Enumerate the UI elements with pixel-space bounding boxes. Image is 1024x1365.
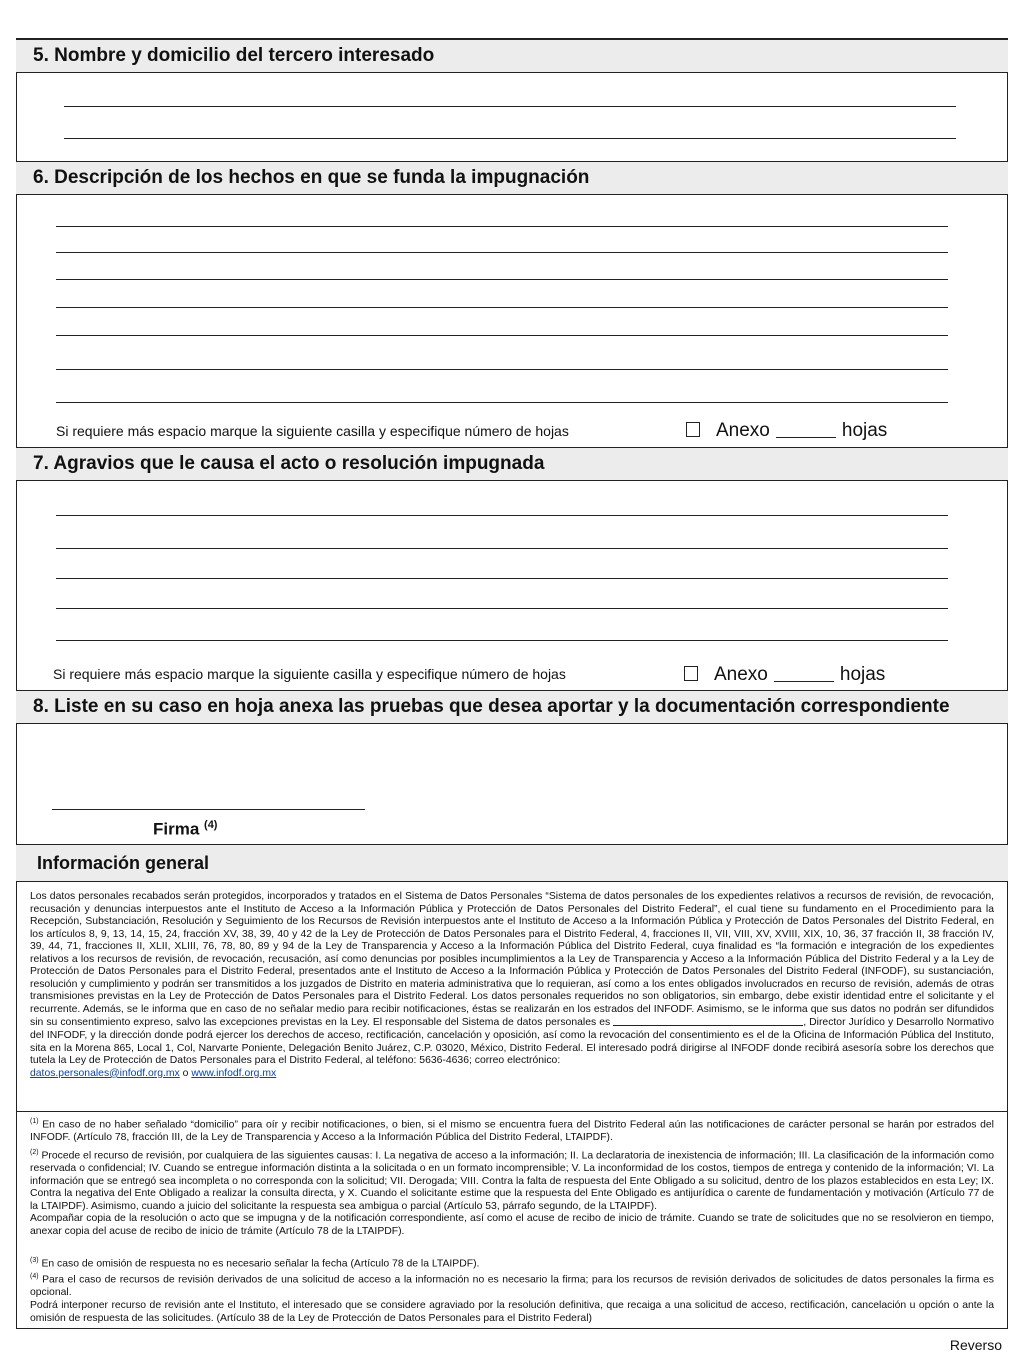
privacy-notice: Los datos personales recabados serán protegidos, incorporados y tratados en el Sistema de Datos Personales “Sistema de datos personales de los expedientes relativos a recursos de revisión, de revocación, recusación y denuncias interpuestos ante el Instituto de Acceso a la Información Pública y Protección de Datos Personales del Distrito Federal”, el cual tiene su fundamento en el Procedimiento para la Recepción, Substanciación, Resolución y Seguimiento de los Recursos de Revisión interpuestos ante el Instituto de Acceso a la Información Pública y Protección de Datos Personales del Distrito Federal, en los artículos 8, 9, 13, 14, 15, 24, fracción XV, 38, 39, 40 y 42 de la Ley de Protección de Datos Personales para el Distrito Federal, 4, fracciones II, VII, VIII, XV, XVIII, XIX, 10, 36, 37 fracción II, 38 fracción IV, 39, 44, 71, fracciones II, XLII, XLIII, 76, 78, 80, 89 y 94 de la Ley de Transparencia y Acceso a la Información Pública del Distrito Federal, cuya finalidad es “la formación e integración de los expedientes relativos a los recursos de revisión, de revocación, recusación, así como denuncias por posibles incumplimientos a la Ley de Transparencia y Acceso a la Información Pública del Distrito Federal y a la Ley de Protección de Datos Personales para el Distrito Federal, presentados ante el Instituto de Acceso a la Información Pública y Protección de Datos Personales del Distrito Federal (INFODF), su sustanciación, resolución y cumplimiento y podrán ser transmitidos a los juzgados de Distrito en materia administrativa que lo requieran, así como a los entes obligados involucrados en recurso de revisión, además de otras transmisiones previstas en la Ley de Protección de Datos Personales para el Distrito Federal. Los datos personales requeridos no son obligatorios, sin embargo, debe existir identidad entre el solicitante y el recurrente. Además, se le informa que en caso de no señalar medio para recibir notificaciones, éstas se realizarán en los estrados del INFODF. Asimismo, se le informa que sus datos no podrán ser difundidos sin su consentimiento expreso, salvo las excepciones previstas en la Ley. El responsable del Sistema de datos personales es , Director Jurídico y Desarrollo Normativo del INFODF, y la dirección donde podrá ejercer los derechos de acceso, rectificación, cancelación y oposición, así como la revocación del consentimiento es el de la Oficina de Información Pública del Instituto, sita en la Morena 865, Local 1, Col, Narvarte Poniente, Delegación Benito Juárez, C.P. 03020, México, Distrito Federal. El interesado podrá dirigirse al INFODF donde recibirá asesoría sobre los derechos que tutela la Ley de Protección de Datos Personales para el Distrito Federal, al teléfono: 5636-4636; correo electrónico: datos.personales@infodf.org.mx o www.infodf.org.mx [30, 891, 994, 1079]
field-line[interactable] [56, 252, 948, 253]
footnote-3-4: $^{(3)}$ En caso de omisión de respuesta no es necesario señalar la fecha (Artículo 78 de la LTAIPDF). $^{(4)}$ Para el caso de recursos de revisión derivados de una solicitud de acceso a la información no es necesario la firma; para los recursos de revisión derivados de solicitudes de datos personales la firma es opcional. [30, 1257, 994, 1299]
section-8-header: 8. Liste en su caso en hoja anexa las pruebas que desea aportar y la documentación correspondiente [16, 690, 1008, 724]
hojas-label: hojas [841, 420, 888, 441]
email-link[interactable]: datos.personales@infodf.org.mx [30, 1067, 180, 1079]
final-note: Podrá interponer recurso de revisión ante el Instituto, el interesado que se considere agraviado por la resolución definitiva, que recaiga a una solicitud de acceso, rectificación, cancelación u opción o ante la omisión de respuesta de las solicitudes. (Artículo 38 de la Ley de Protección de Datos Personales para el Distrito Federal) [30, 1300, 994, 1324]
anexo-field [684, 664, 885, 686]
section-7-header: 7. Agravios que le causa el acto o resolución impugnada [16, 447, 1008, 481]
divider [16, 1111, 1008, 1112]
field-line[interactable] [56, 640, 948, 641]
field-line[interactable] [56, 307, 948, 308]
anexo-field [686, 420, 887, 442]
field-line[interactable] [56, 335, 948, 336]
field-line[interactable] [56, 402, 948, 403]
firma-label: Firma $^{(4)}$ [153, 819, 218, 839]
reverso-label: Reverso [949, 1337, 1002, 1353]
section-6-header: 6. Descripción de los hechos en que se funda la impugnación [16, 161, 1008, 195]
field-line[interactable] [56, 369, 948, 370]
field-line[interactable] [56, 548, 948, 549]
info-general-header: Información general [16, 844, 1008, 882]
anexo-label: Anexo [714, 664, 768, 685]
web-link[interactable]: www.infodf.org.mx [191, 1067, 277, 1079]
field-line[interactable] [56, 226, 948, 227]
hojas-count-input[interactable] [774, 668, 834, 682]
space-note: Si requiere más espacio marque la siguiente casilla y especifique número de hojas [56, 423, 569, 439]
field-line[interactable] [56, 608, 948, 609]
responsible-blank [613, 1016, 803, 1026]
section-5-header: 5. Nombre y domicilio del tercero interesado [16, 39, 1008, 73]
footnote-1: $^{(1)}$ En caso de no haber señalado “domicilio” para oír y recibir notificaciones, o bien, si el mismo se encuentra fuera del Distrito Federal aún las notificaciones de carácter personal se harán por estrados del INFODF. (Artículo 78, fracción III, de la Ley de Transparencia y Acceso a la Información Pública del Distrito Federal, LTAIPDF). [30, 1118, 994, 1144]
anexo-checkbox[interactable] [684, 666, 698, 681]
field-line[interactable] [56, 279, 948, 280]
field-line[interactable] [64, 138, 956, 139]
field-line[interactable] [56, 515, 948, 516]
hojas-label: hojas [839, 664, 886, 685]
field-line[interactable] [56, 578, 948, 579]
space-note: Si requiere más espacio marque la siguiente casilla y especifique número de hojas [53, 666, 566, 682]
signature-line[interactable] [52, 809, 365, 810]
footnote-2: $^{(2)}$ Procede el recurso de revisión, por cualquiera de las siguientes causas: I. La negativa de acceso a la información; II. La declaratoria de inexistencia de información; III. La clasificación de la información como reservada o confidencial; IV. Cuando se entregue información distinta a la solicitada o en un formato incomprensible; V. La inconformidad de los costos, tiempos de entrega y contenido de la información; VI. La información que se entregó sea incompleta o no corresponda con la solicitud; VII. Derogada; VIII. Contra la falta de respuesta del Ente Obligado a su solicitud, dentro de los plazos establecidos en esta Ley; IX. Contra la negativa del Ente Obligado a realizar la consulta directa, y X. Cuando el solicitante estime que la respuesta del Ente Obligado es antijurídica o carente de fundamentación y motivación (Artículo 77 de la LTAIPDF). Asimismo, cuando a juicio del solicitante la respuesta sea ambigua o parcial (Artículo 53, párrafo segundo, de la LTAIPDF). Acompañar copia de la resolución o acto que se impugna y de la notificación correspondiente, así como el acuse de recibo de inicio de trámite. Cuando se trate de solicitudes que no se resolvieron en tiempo, anexar copia del acuse de recibo de inicio de trámite (Artículo 78 de la LTAIPDF). [30, 1149, 995, 1237]
anexo-label: Anexo [716, 420, 770, 441]
anexo-checkbox[interactable] [686, 422, 700, 437]
firma-footnote-mark: (4) [204, 819, 218, 831]
hojas-count-input[interactable] [776, 424, 836, 438]
field-line[interactable] [64, 106, 956, 107]
